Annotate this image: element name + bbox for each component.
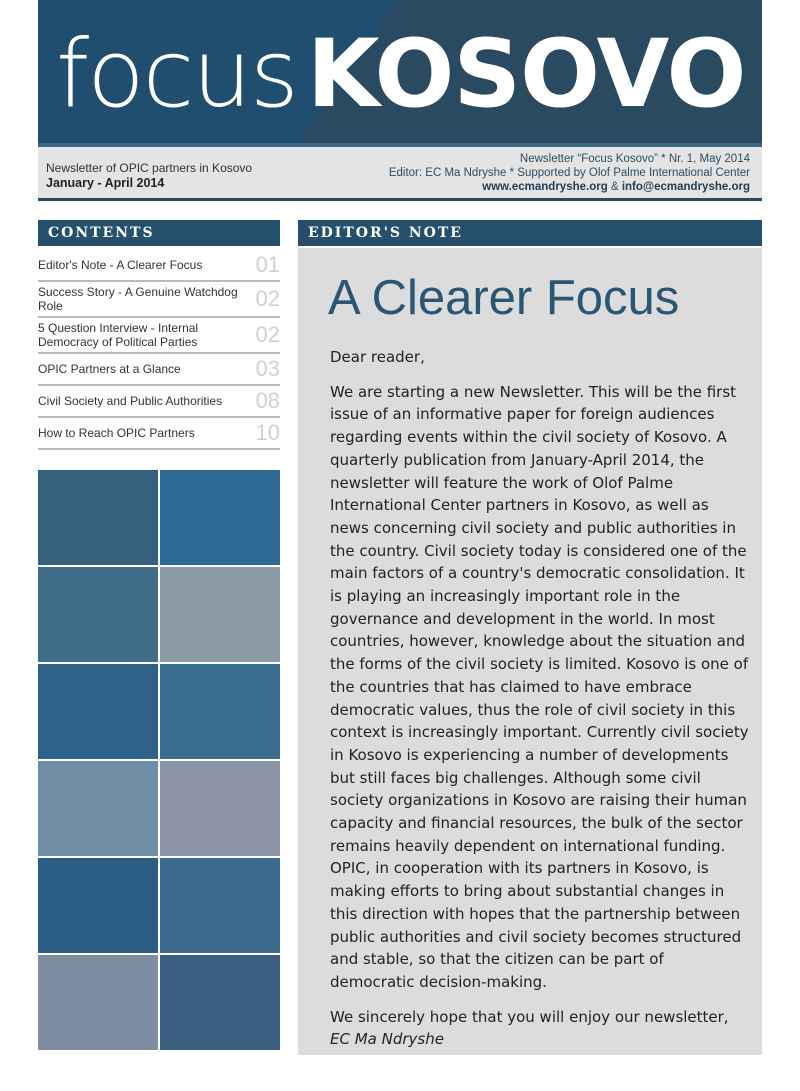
toc-label: Civil Society and Public Authorities (38, 394, 223, 408)
photo (160, 664, 280, 759)
photo (160, 858, 280, 953)
editors-note (298, 248, 762, 1055)
toc-label: Success Story - A Genuine Watchdog Role (38, 285, 238, 313)
ampersand: & (610, 181, 619, 193)
photo (38, 664, 158, 759)
photo (160, 567, 280, 662)
title-light: focus (56, 20, 297, 129)
toc-label: 5 Question Interview - Internal Democracy of Political Parties (38, 321, 199, 349)
contents-heading: CONTENTS (38, 220, 280, 246)
toc-label: How to Reach OPIC Partners (38, 426, 195, 440)
photo (38, 761, 158, 856)
toc-page-number: 10 (255, 420, 280, 445)
toc-label: Editor's Note - A Clearer Focus (38, 258, 203, 272)
photo (38, 955, 158, 1050)
toc-item[interactable] (38, 418, 280, 450)
info-bar (38, 143, 762, 201)
period: January - April 2014 (46, 176, 165, 190)
closing: We sincerely hope that you will enjoy our newsletter, (330, 1007, 729, 1026)
table-of-contents (38, 250, 280, 450)
toc-item[interactable] (38, 354, 280, 386)
photo (38, 470, 158, 565)
photo (160, 470, 280, 565)
signature: EC Ma Ndryshe (330, 1030, 444, 1049)
website-link[interactable]: www.ecmandryshe.org (482, 181, 608, 193)
greeting: Dear reader, (330, 348, 425, 366)
toc-item[interactable] (38, 250, 280, 282)
toc-page-number: 02 (255, 286, 280, 311)
photo (38, 858, 158, 953)
toc-page-number: 01 (255, 252, 280, 277)
subtitle: Newsletter of OPIC partners in Kosovo (46, 161, 253, 175)
email-link[interactable]: info@ecmandryshe.org (621, 181, 750, 193)
editor-info: Editor: EC Ma Ndryshe * Supported by Olof Palme International Center (388, 167, 750, 179)
article-body: We are starting a new Newsletter. This will be the first issue of an informative paper for foreign audiences regarding events within the civil society of Kosovo. A quarterly publication from January-April 2014, the newsletter will feature the work of Olof Palme International Center partners in Kosovo, as well as news concerning civil society and public authorities in the country. Civil society today is considered one of the main factors of a country's democratic consolidation. It is playing an increasingly important role in the governance and development in the world. In most countries, however, knowledge about the situation and the forms of the civil society is limited. Kosovo is one of the countries that has claimed to have embrace democratic values, thus the role of civil society in this context is increasingly important. Currently civil society in Kosovo is experiencing a number of developments but still faces big challenges. Although some civil society organizations in Kosovo are raising their human capacity and financial resources, the bulk of the sector remains heavily dependent on international funding. OPIC, in cooperation with its partners in Kosovo, is making efforts to bring about substantial changes in this direction with hopes that the partnership between public authorities and civil society becomes structured and stable, so that the citizen can be part of democratic decision-making. (330, 382, 749, 991)
toc-page-number: 03 (255, 356, 280, 381)
toc-label: OPIC Partners at a Glance (38, 362, 181, 376)
toc-page-number: 02 (255, 322, 280, 347)
toc-item[interactable] (38, 386, 280, 418)
toc-page-number: 08 (255, 388, 280, 413)
issue-info: Newsletter “Focus Kosovo” * Nr. 1, May 2014 (519, 153, 750, 165)
toc-item[interactable] (38, 318, 280, 354)
photo (160, 955, 280, 1050)
toc-item[interactable] (38, 282, 280, 318)
photo (38, 567, 158, 662)
title-bold: KOSOVO (306, 20, 746, 129)
newsletter-title (56, 20, 745, 130)
masthead (38, 0, 762, 143)
article-title: A Clearer Focus (328, 271, 680, 325)
editors-note-heading: EDITOR'S NOTE (298, 220, 762, 246)
photo-collage (38, 470, 280, 1052)
photo (160, 761, 280, 856)
